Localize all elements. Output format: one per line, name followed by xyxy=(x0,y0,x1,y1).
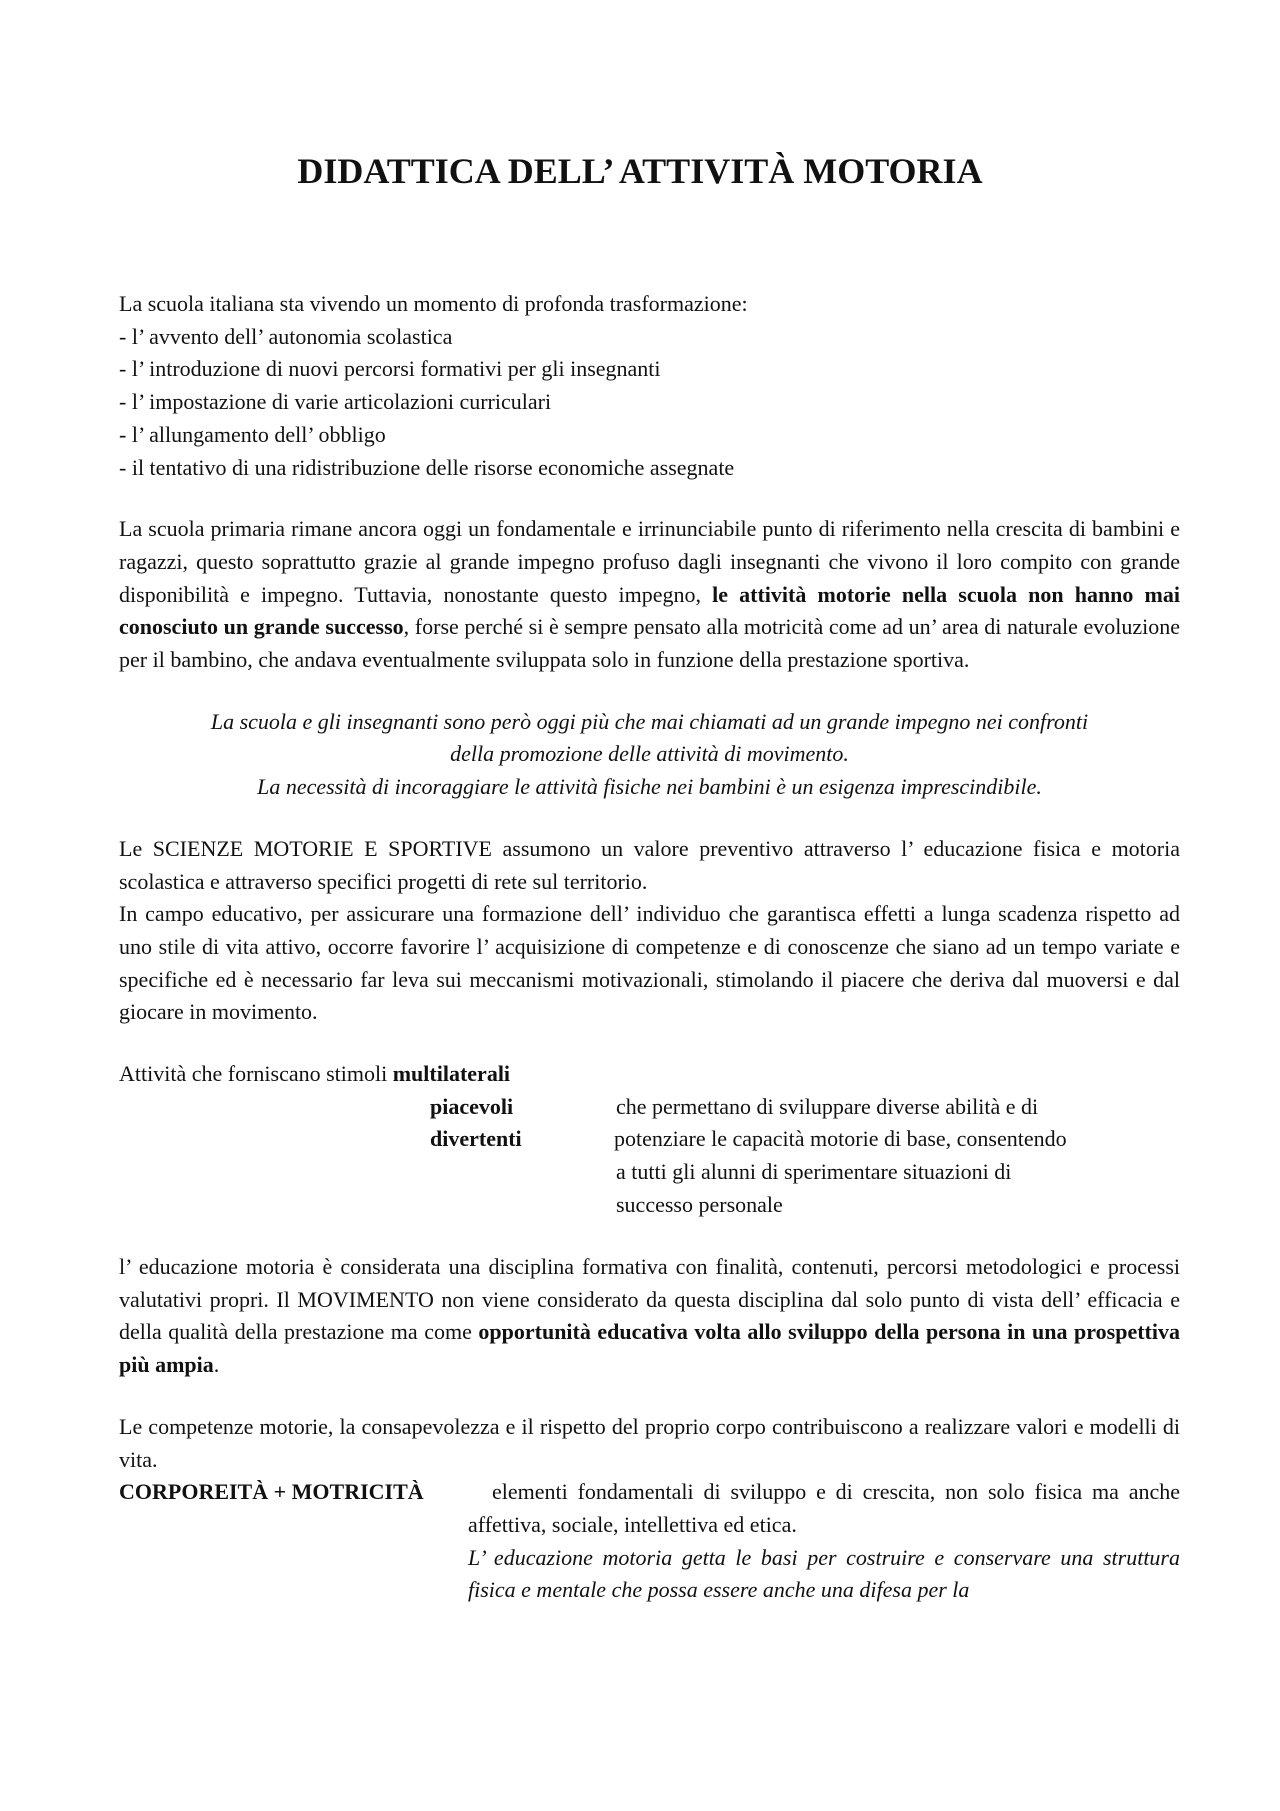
intro-item: - l’ allungamento dell’ obbligo xyxy=(119,421,386,447)
paragraph-text: . xyxy=(213,1352,220,1378)
intro-lead: La scuola italiana sta vivendo un momento di profonda trasformazione: xyxy=(119,291,748,316)
stimuli-desc-line: che permettano di sviluppare diverse abilità e di xyxy=(616,1093,1039,1119)
quote-line: La necessità di incoraggiare le attività fisiche nei bambini è un esigenza imprescindibile. xyxy=(257,774,1042,800)
quote-line: della promozione delle attività di movimento. xyxy=(450,741,849,767)
paragraph-bold-text: le attività motorie nella scuola non hanno mai conosciuto un grande successo xyxy=(119,581,1180,640)
paragraph-text: , forse perché si è sempre pensato alla motricità come ad un’ area di naturale evoluzione per il bambino, che andava eventualmente sviluppata solo in funzione della prestazione sportiva. xyxy=(119,614,1181,673)
intro-item: - l’ avvento dell’ autonomia scolastica xyxy=(119,323,453,349)
corporeity-label xyxy=(119,1476,424,1509)
document-title: DIDATTICA DELL’ ATTIVITÀ MOTORIA xyxy=(297,151,983,191)
paragraph-sport-sciences: Le SCIENZE MOTORIE E SPORTIVE assumono un valore preventivo attraverso l’ educazione fisica e motoria scolastica e attraverso specifici progetti di rete sul territorio. xyxy=(119,835,1180,894)
paragraph-educational-field: In campo educativo, per assicurare una formazione dell’ individuo che garantisca effetti a lunga scadenza rispetto ad uno stile di vita attivo, occorre favorire l’ acquisizione di competenze e di conoscenze che siano ad un tempo variate e specifiche ed è necessario far leva sui meccanismi motivazionali, stimolando il piacere che deriva dal muoversi e dal giocare in movimento. xyxy=(119,901,1180,1025)
paragraph-text: l’ educazione motoria è considerata una disciplina formativa con finalità, contenuti, percorsi metodologici e processi valutativi propri. Il MOVIMENTO non viene considerato da questa disciplina dal solo punto di vista dell’ efficacia e della qualità della prestazione ma come xyxy=(119,1254,1180,1345)
paragraph-competences: Le competenze motorie, la consapevolezza e il rispetto del proprio corpo contribuiscono a realizzare valori e modelli di vita. xyxy=(119,1413,1180,1472)
stimuli-desc-line: a tutti gli alunni di sperimentare situazioni di xyxy=(616,1159,1012,1185)
corporeity-text: elementi fondamentali di sviluppo e di crescita, non solo fisica ma anche affettiva, sociale, intellettiva ed etica. xyxy=(468,1479,1180,1537)
paragraph-bold-text: opportunità educativa volta allo sviluppo della persona in una prospettiva più ampia xyxy=(119,1319,1180,1378)
intro-item: - il tentativo di una ridistribuzione delle risorse economiche assegnate xyxy=(119,454,735,480)
paragraph-text: La scuola primaria rimane ancora oggi un fondamentale e irrinunciabile punto di riferimento nella crescita di bambini e ragazzi, questo soprattutto grazie al grande impegno profuso dagli insegnanti che vivono il loro compito con grande disponibilità e impegno. Tuttavia, nonostante questo impegno, xyxy=(119,516,1180,607)
corporeity-label-text: CORPOREITÀ + MOTRICITÀ xyxy=(119,1479,424,1505)
stimuli-lead: Attività che forniscano stimoli xyxy=(119,1061,393,1087)
intro-item: - l’ impostazione di varie articolazioni curriculari xyxy=(119,389,552,415)
stimuli-word-text: piacevoli xyxy=(430,1093,514,1119)
stimuli-word xyxy=(430,1123,522,1156)
stimuli-word: multilaterali xyxy=(392,1061,511,1087)
stimuli-desc-line: potenziare le capacità motorie di base, consentendo xyxy=(614,1126,1067,1152)
stimuli-word xyxy=(430,1091,513,1124)
stimuli-word-text: divertenti xyxy=(430,1126,522,1152)
paragraph-primary-school xyxy=(119,513,1180,677)
corporeity-italic-text: L’ educazione motoria getta le basi per costruire e conservare una struttura fisica e mentale che possa essere anche una difesa per la xyxy=(468,1544,1180,1603)
stimuli-block xyxy=(119,1058,1180,1217)
corporeity-block xyxy=(119,1476,1180,1607)
stimuli-lead-line xyxy=(119,1058,510,1091)
paragraph-motor-education xyxy=(119,1251,1180,1382)
quote-line: La scuola e gli insegnanti sono però oggi più che mai chiamati ad un grande impegno nei confronti xyxy=(210,708,1089,734)
intro-item: - l’ introduzione di nuovi percorsi formativi per gli insegnanti xyxy=(119,356,661,382)
stimuli-desc-line: successo personale xyxy=(616,1191,783,1217)
document-body xyxy=(119,288,1180,1607)
